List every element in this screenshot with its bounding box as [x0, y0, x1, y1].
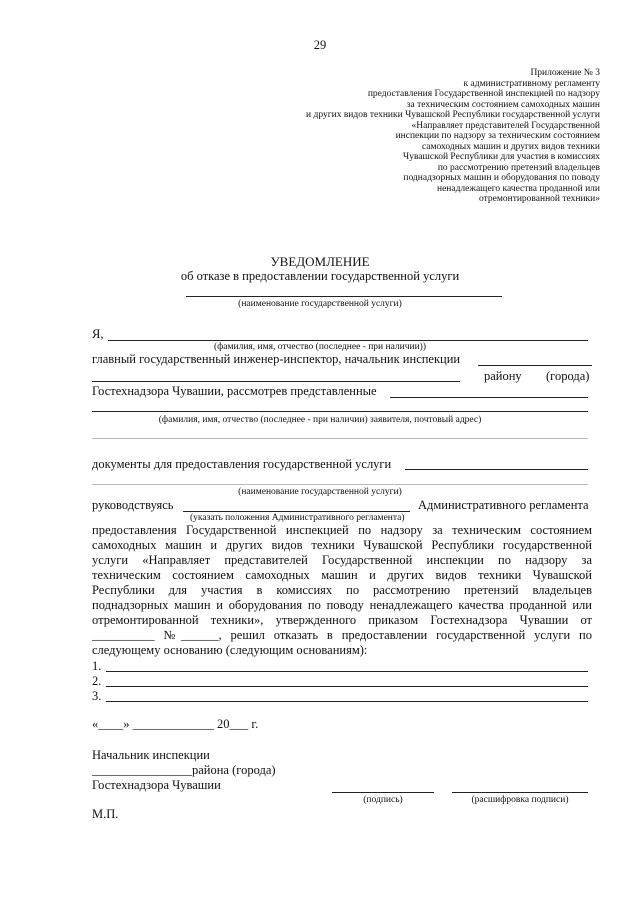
document-subtitle: об отказе в предоставлении государственной услуги	[180, 269, 460, 283]
decoding-line	[452, 792, 588, 793]
admin-reg: Административного регламента	[418, 498, 589, 512]
stamp-label: М.П.	[92, 807, 119, 821]
district-city-label: ________________района (города)	[92, 763, 276, 777]
reg-provision-line	[183, 511, 410, 512]
applicant-line-2	[92, 438, 588, 439]
appendix-line: по рассмотрению претензий владельцев	[437, 162, 600, 173]
district-line	[92, 381, 460, 382]
appendix-line: ненадлежащего качества проданной или	[437, 183, 600, 194]
paragraph-line: самоходных машин и других видов техники Чувашской Республики государственной	[92, 538, 592, 552]
item-number-1: 1.	[92, 659, 102, 673]
gostech-label: Гостехнадзора Чувашии	[92, 778, 221, 792]
paragraph-line: техническим состоянием самоходных машин и других видов техники Чувашской	[92, 568, 592, 582]
caption-service-name: (наименование государственной услуги)	[238, 299, 402, 309]
paragraph-line: предоставления Государственной инспекцией по надзору за техническим состоянием	[92, 523, 592, 537]
documents-line-2	[92, 484, 588, 485]
caption-signature: (подпись)	[363, 795, 403, 805]
appendix-line: поднадзорных машин и оборудования по поводу	[403, 173, 600, 183]
appendix-line: предоставления Государственной инспекцией по надзору	[367, 89, 600, 99]
i-label: Я,	[92, 327, 104, 341]
appendix-line: к административному регламенту	[463, 78, 600, 89]
appendix-line: самоходных машин и других видов техники	[421, 141, 600, 152]
paragraph-line: отремонтированной техники», утвержденного приказом Гостехнадзора Чувашии от	[92, 613, 592, 627]
chief-label: Начальник инспекции	[92, 748, 210, 762]
paragraph-line: поднадзорных машин и оборудования по поводу ненадлежащего качества проданной или	[92, 598, 592, 612]
caption-fio: (фамилия, имя, отчество (последнее - при наличии))	[213, 342, 427, 352]
appendix-line: инспекции по надзору за техническим состоянием	[395, 131, 600, 141]
appendix-line: Чувашской Республики для участия в комиссиях	[403, 152, 600, 162]
item-line-1	[106, 671, 588, 672]
applicant-line	[92, 411, 588, 412]
caption-decoding: (расшифровка подписи)	[471, 795, 569, 805]
document-title: УВЕДОМЛЕНИЕ	[270, 254, 370, 269]
reviewed-line	[390, 397, 588, 398]
item-line-3	[106, 701, 588, 702]
paragraph-line: услуги «Направляет представителей Государственной инспекции по надзору за	[92, 553, 592, 567]
position-text: главный государственный инженер-инспектор, начальник инспекции	[92, 352, 461, 366]
date-line: «____» _____________ 20___ г.	[92, 717, 259, 731]
documents-text: документы для предоставления государственной услуги	[92, 457, 392, 471]
caption-reg-provision: (указать положения Административного регламента)	[190, 513, 405, 523]
caption-applicant: (фамилия, имя, отчество (последнее - при наличии) заявителя, почтовый адрес)	[158, 415, 482, 425]
gostech-reviewed: Гостехнадзора Чувашии, рассмотрев представленные	[92, 384, 377, 398]
page-number: 29	[313, 38, 327, 52]
district-label: району	[484, 369, 522, 383]
fio-line	[108, 340, 588, 341]
item-number-2: 2.	[92, 674, 102, 688]
caption-service-name-2: (наименование государственной услуги)	[238, 487, 402, 497]
appendix-line: за техническим состоянием самоходных машин	[406, 99, 600, 110]
appendix-block	[240, 68, 600, 205]
guided-by: руководствуясь	[92, 498, 174, 512]
position-line	[478, 365, 592, 366]
signature-line	[332, 792, 434, 793]
body-paragraph	[92, 523, 592, 658]
item-number-3: 3.	[92, 689, 102, 703]
city-label: (города)	[546, 369, 590, 383]
documents-line	[405, 469, 588, 470]
paragraph-line: Республики для участия в комиссиях по рассмотрению претензий владельцев	[92, 583, 592, 597]
appendix-line: «Направляет представителей Государственной	[411, 120, 600, 131]
appendix-line: Приложение № 3	[530, 68, 600, 78]
order-number-line: __________ №______, решил отказать в предоставлении государственной услуги по	[92, 628, 592, 642]
appendix-line: и других видов техники Чувашской Республики государственной услуги	[306, 110, 600, 120]
reason-line: следующему основанию (следующим основаниям):	[92, 643, 368, 657]
item-line-2	[106, 686, 588, 687]
service-name-line	[186, 296, 502, 297]
appendix-line: отремонтированной техники»	[478, 194, 600, 204]
